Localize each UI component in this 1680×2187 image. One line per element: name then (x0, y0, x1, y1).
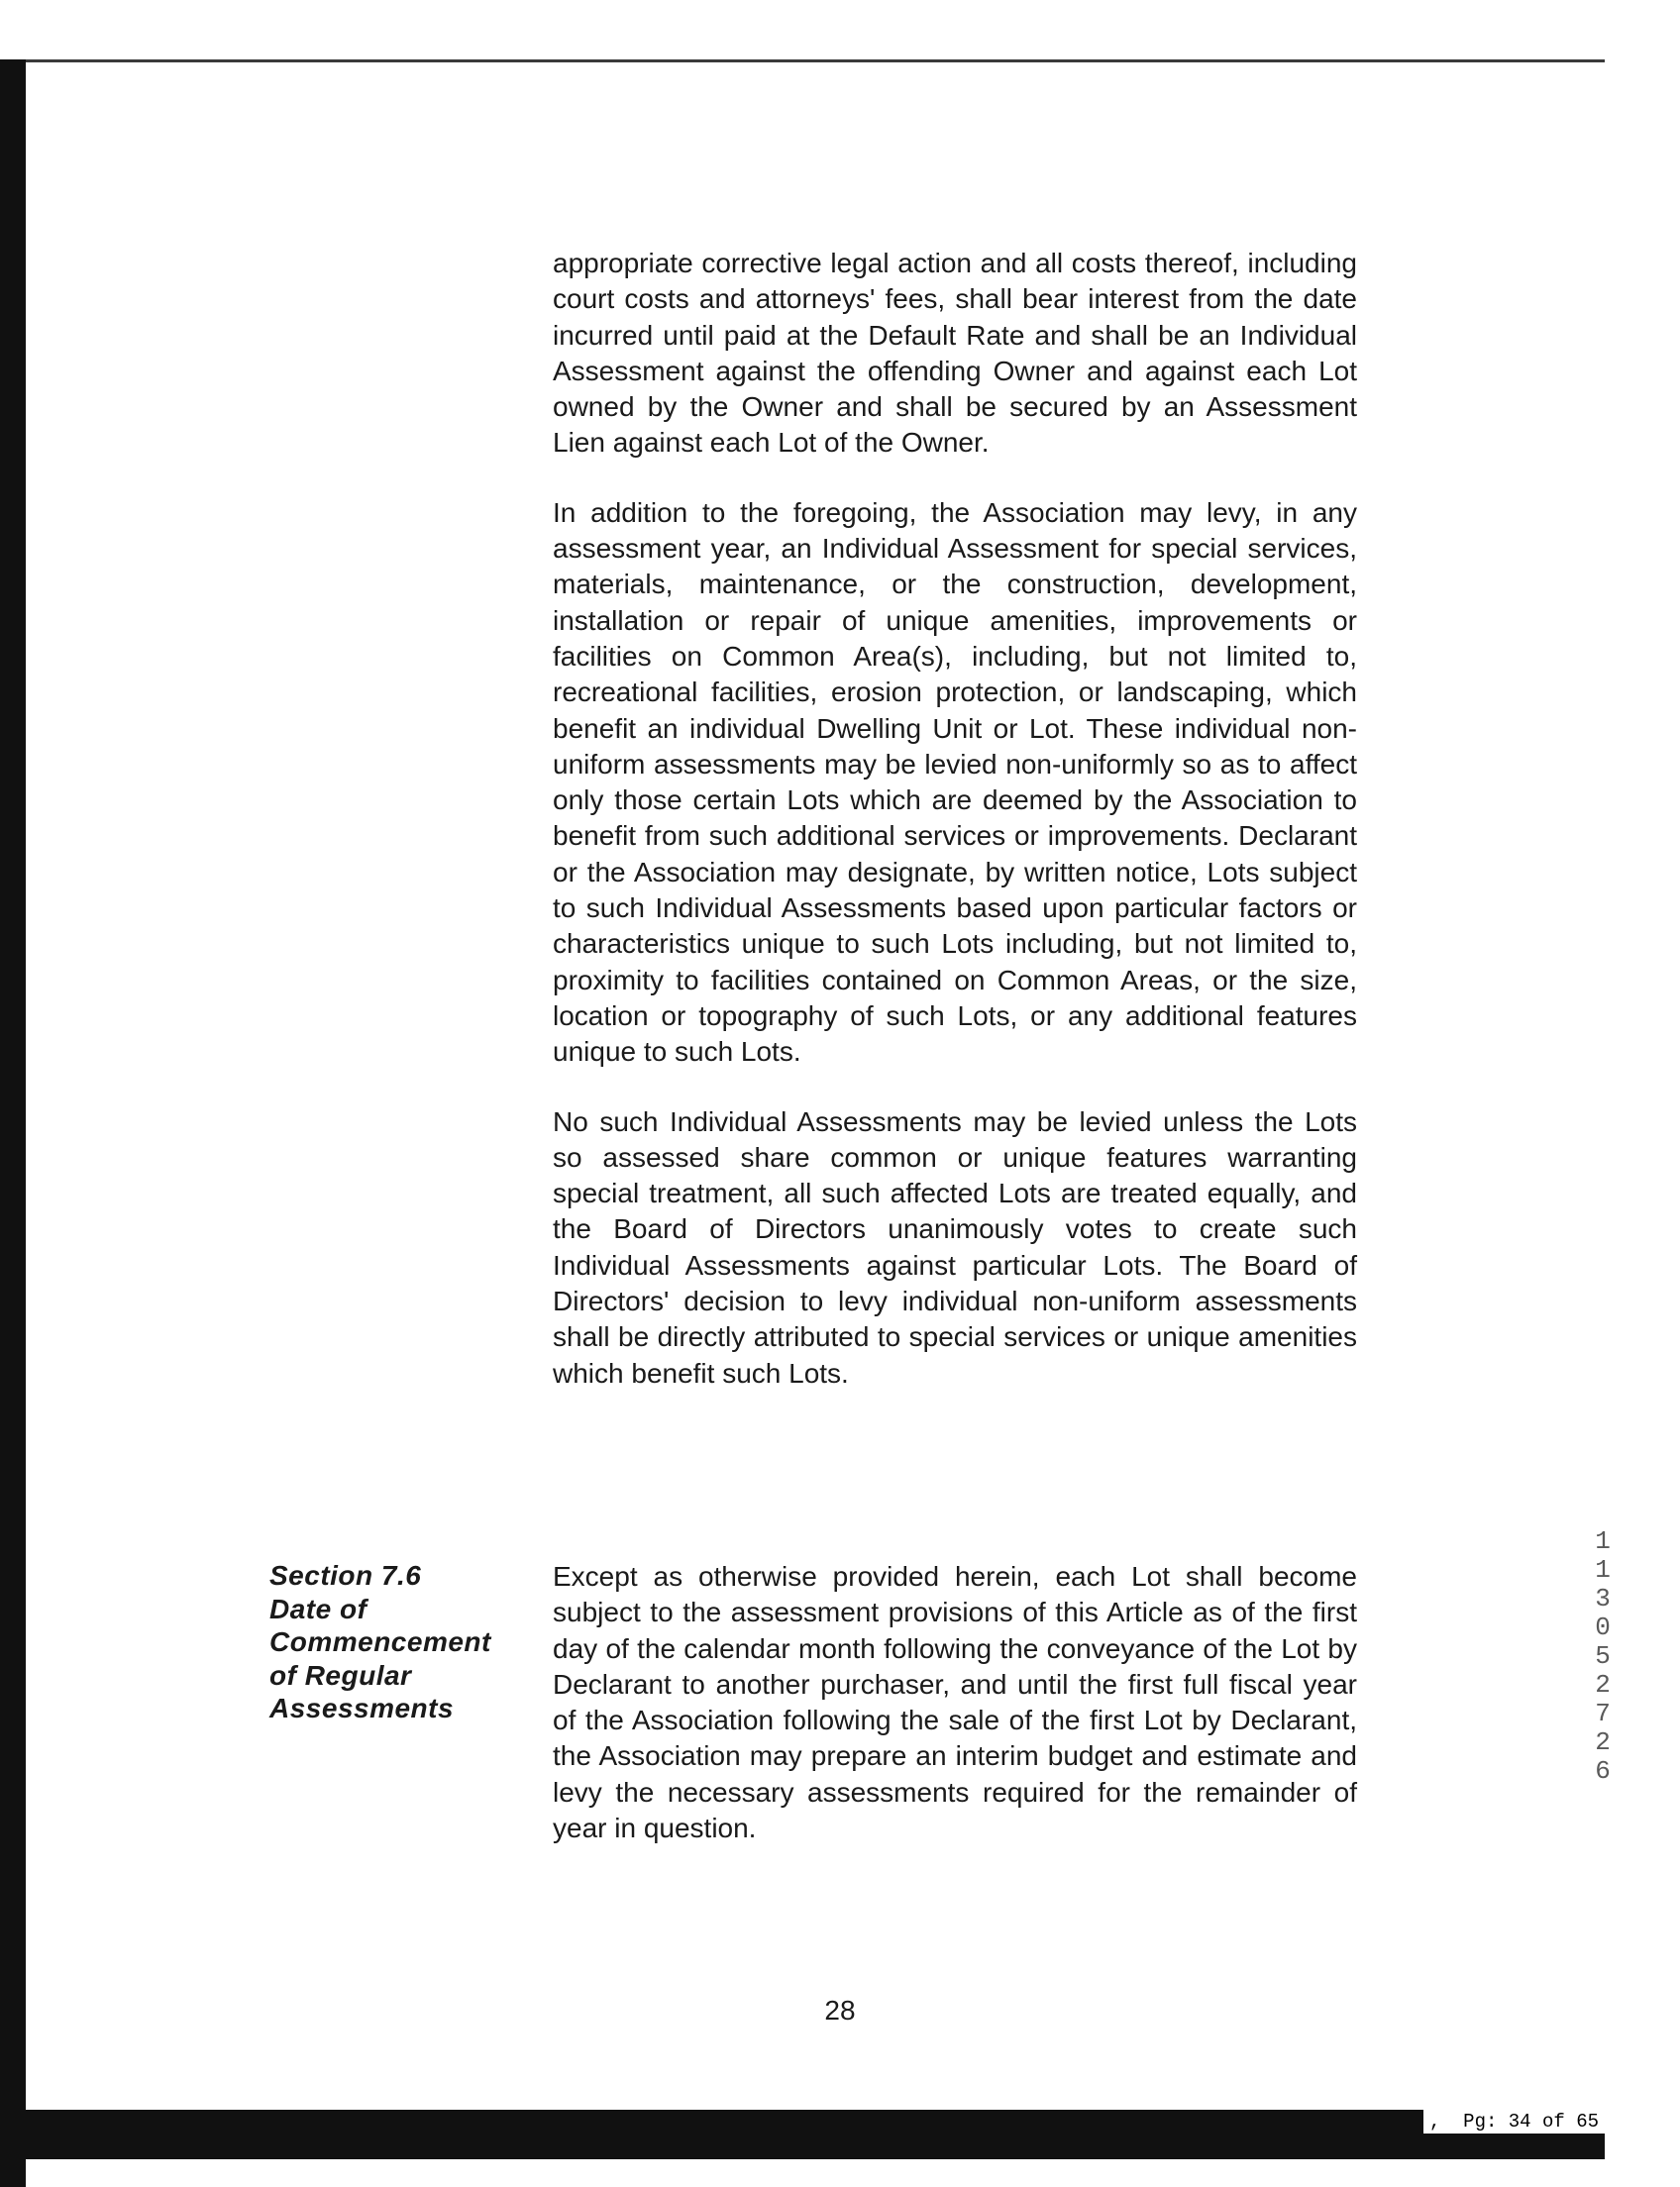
scan-border-left (0, 59, 26, 2187)
margin-recording-stamp: 11305 2726 (1595, 1526, 1611, 1786)
section-heading (269, 1559, 537, 1725)
section-heading-line-1: Section 7.6 (269, 1560, 422, 1591)
page-number: 28 (824, 1995, 856, 2026)
section-heading-line-3: Commencement (269, 1626, 491, 1658)
paragraph-3: No such Individual Assessments may be levied unless the Lots so assessed share common or unique features warranting special treatment, all such affected Lots are treated equally, and the Board of Directors unanimously votes to create such Individual Assessments against particular Lots. The Board of Directors' decision to levy individual non-uniform assessments shall be directly attributed to special services or unique amenities which benefit such Lots. (553, 1105, 1357, 1389)
paragraph-2: In addition to the foregoing, the Association may levy, in any assessment year, an Individual Assessment for special services, materials, maintenance, or the construction, development, installation or repair of unique amenities, improvements or facilities on Common Area(s), including, but not limited to, recreational facilities, erosion protection, or landscaping, which benefit an individual Dwelling Unit or Lot. These individual non-uniform assessments may be levied non-uniformly so as to affect only those certain Lots which are deemed by the Association to benefit from such additional services or improvements. Declarant or the Association may designate, by written notice, Lots subject to such Individual Assessments based upon particular factors or characteristics unique to such Lots including, but not limited to, proximity to facilities contained on Common Areas, or the size, location or topography of such Lots, or any additional features unique to such Lots. (553, 496, 1357, 1068)
section-7-6-text: Except as otherwise provided herein, each Lot shall become subject to the assessment provisions of this Article as of the first day of the calendar month following the conveyance of the Lot by Declarant to another purchaser, and until the first full fiscal year of the Association following the sale of the first Lot by Declarant, the Association may prepare an interim budget and estimate and levy the necessary assessments required for the remainder of year in question. (553, 1561, 1357, 1844)
scan-border-top (0, 59, 1605, 62)
section-heading-line-5: Assessments (269, 1693, 455, 1724)
body-column (553, 246, 1357, 1392)
scan-border-bottom (0, 2110, 1605, 2159)
recording-page-stamp: , Pg: 34 of 65 (1423, 2110, 1605, 2134)
section-heading-line-2: Date of (269, 1593, 368, 1624)
paragraph-1: appropriate corrective legal action and all costs thereof, including court costs and attorneys' fees, shall bear interest from the date incurred until paid at the Default Rate and shall be an Individual Assessment against the offending Owner and against each Lot owned by the Owner and shall be secured by an Assessment Lien against each Lot of the Owner. (553, 248, 1357, 459)
section-heading-line-4: of Regular (269, 1659, 412, 1691)
